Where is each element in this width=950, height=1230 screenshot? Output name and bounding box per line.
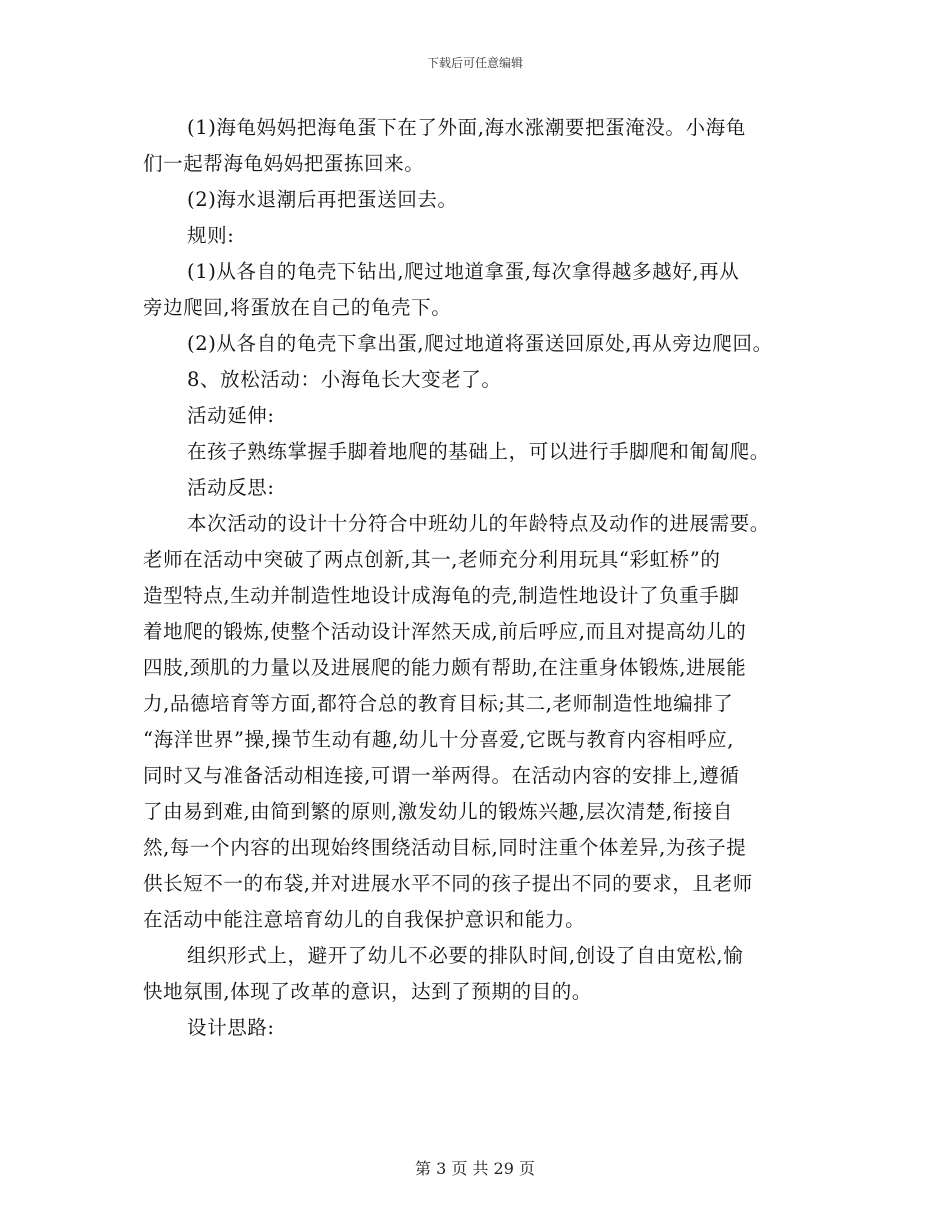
section-heading: 8、放松活动：小海龟长大变老了。: [187, 368, 502, 391]
section-heading: 活动延伸:: [187, 404, 275, 427]
document-body: [143, 110, 833, 1046]
section-heading: 设计思路:: [187, 1016, 275, 1039]
paragraph-line: 组织形式上，避开了幼儿不必要的排队时间,创设了自由宽松,愉: [187, 944, 744, 967]
paragraph-line: 着地爬的锻炼,使整个活动设计浑然天成,前后呼应,而且对提高幼儿的: [143, 620, 747, 643]
paragraph-line: (2)海水退潮后再把蛋送回去。: [187, 188, 458, 211]
paragraph-line: 了由易到难,由简到繁的原则,激发幼儿的锻炼兴趣,层次清楚,衔接自: [143, 800, 733, 823]
paragraph-line: 四肢,颈肌的力量以及进展爬的能力颇有帮助,在注重身体锻炼,进展能: [143, 656, 747, 679]
page-footer: 第 3 页 共 29 页: [415, 1159, 535, 1178]
paragraph-line: 造型特点,生动并制造性地设计成海龟的壳,制造性地设计了负重手脚: [143, 584, 740, 607]
paragraph-line: “海洋世界”操,操节生动有趣,幼儿十分喜爱,它既与教育内容相呼应,: [143, 728, 735, 751]
paragraph-line: (1)从各自的龟壳下钻出,爬过地道拿蛋,每次拿得越多越好,再从: [187, 260, 740, 283]
section-heading: 活动反思:: [187, 476, 275, 499]
paragraph-line: 旁边爬回,将蛋放在自己的龟壳下。: [143, 296, 452, 319]
section-heading: 规则:: [187, 224, 235, 247]
paragraph-line: 同时又与准备活动相连接,可谓一举两得。在活动内容的安排上,遵循: [143, 764, 740, 787]
paragraph-line: (2)从各自的龟壳下拿出蛋,爬过地道将蛋送回原处,再从旁边爬回。: [187, 332, 773, 355]
paragraph-line: 然,每一个内容的出现始终围绕活动目标,同时注重个体差异,为孩子提: [143, 836, 747, 859]
paragraph-line: 本次活动的设计十分符合中班幼儿的年龄特点及动作的进展需要。: [187, 512, 770, 535]
page-header: 下载后可任意编辑: [426, 56, 523, 70]
paragraph-line: 供长短不一的布袋,并对进展水平不同的孩子提出不同的要求，且老师: [143, 872, 753, 895]
paragraph-line: 快地氛围,体现了改革的意识，达到了预期的目的。: [143, 980, 592, 1003]
paragraph-line: 在活动中能注意培育幼儿的自我保护意识和能力。: [143, 908, 586, 931]
paragraph-line: 在孩子熟练掌握手脚着地爬的基础上，可以进行手脚爬和匍匐爬。: [187, 440, 770, 463]
paragraph-line: (1)海龟妈妈把海龟蛋下在了外面,海水涨潮要把蛋淹没。小海龟: [187, 116, 746, 139]
paragraph-line: 们一起帮海龟妈妈把蛋拣回来。: [143, 152, 425, 175]
paragraph-line: 老师在活动中突破了两点创新,其一,老师充分利用玩具“彩虹桥”的: [143, 548, 721, 571]
paragraph-line: 力,品德培育等方面,都符合总的教育目标;其二,老师制造性地编排了: [143, 692, 734, 715]
